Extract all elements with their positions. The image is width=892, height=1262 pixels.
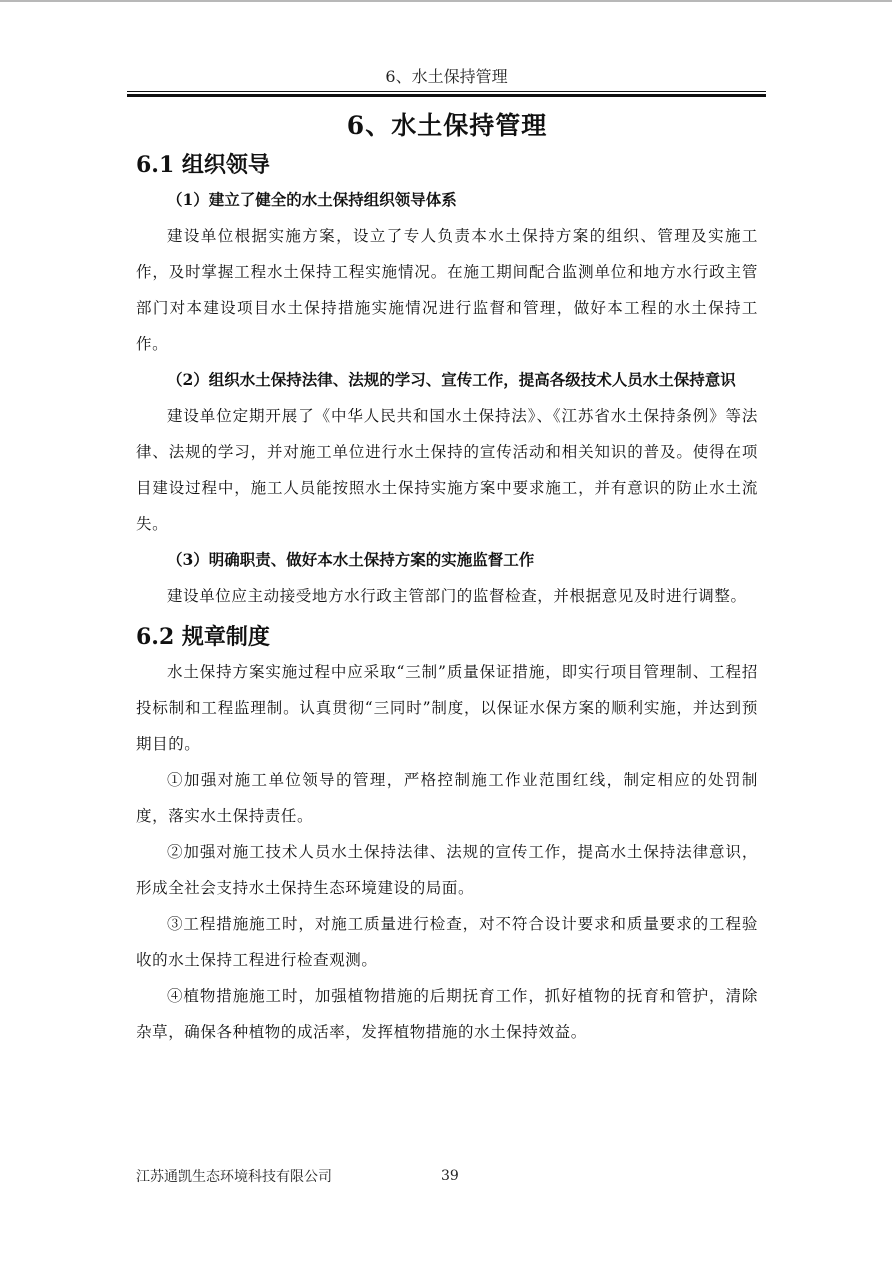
measure-item-3: ③工程措施施工时，对施工质量进行检查，对不符合设计要求和质量要求的工程验收的水土保持工程进行检查观测。 (136, 915, 758, 969)
measure-item-4: ④植物措施施工时，加强植物措施的后期抚育工作，抓好植物的抚育和管护，清除杂草，确保各种植物的成活率，发挥植物措施的水土保持效益。 (136, 987, 758, 1041)
running-header: 6、水土保持管理 (385, 67, 508, 86)
chapter-title: 6、水土保持管理 (346, 111, 548, 140)
page-content (136, 106, 758, 1050)
section-title-6-2: 6.2 规章制度 (136, 624, 270, 650)
subhead-2: （2）组织水土保持法律、法规的学习、宣传工作，提高各级技术人员水土保持意识 (167, 370, 736, 389)
paragraph-1: 建设单位根据实施方案，设立了专人负责本水土保持方案的组织、管理及实施工作，及时掌握工程水土保持工程实施情况。在施工期间配合监测单位和地方水行政主管部门对本建设项目水土保持措施实施情况进行监督和管理，做好本工程的水土保持工作。 (136, 227, 758, 353)
paragraph-3: 建设单位应主动接受地方水行政主管部门的监督检查，并根据意见及时进行调整。 (167, 587, 747, 605)
footer-company: 江苏通凯生态环境科技有限公司 (136, 1169, 332, 1185)
section-title-6-1: 6.1 组织领导 (136, 152, 270, 178)
subhead-1: （1）建立了健全的水土保持组织领导体系 (167, 190, 457, 209)
header-rule-thick (127, 94, 766, 97)
paragraph-2: 建设单位定期开展了《中华人民共和国水土保持法》、《江苏省水土保持条例》等法律、法规的学习，并对施工单位进行水土保持的宣传活动和相关知识的普及。使得在项目建设过程中，施工人员能按照水土保持实施方案中要求施工，并有意识的防止水土流失。 (136, 407, 758, 533)
paragraph-three-systems: 水土保持方案实施过程中应采取“三制”质量保证措施，即实行项目管理制、工程招投标制和工程监理制。认真贯彻“三同时”制度，以保证水保方案的顺利实施，并达到预期目的。 (136, 663, 758, 753)
subhead-3: （3）明确职责、做好本水土保持方案的实施监督工作 (167, 550, 535, 569)
header-rule-thin (127, 91, 766, 92)
page-number: 39 (441, 1168, 459, 1184)
measure-item-1: ①加强对施工单位领导的管理，严格控制施工作业范围红线，制定相应的处罚制度，落实水土保持责任。 (136, 771, 758, 825)
measure-item-2: ②加强对施工技术人员水土保持法律、法规的宣传工作，提高水土保持法律意识，形成全社会支持水土保持生态环境建设的局面。 (136, 843, 758, 897)
page-top-border (0, 0, 892, 2)
